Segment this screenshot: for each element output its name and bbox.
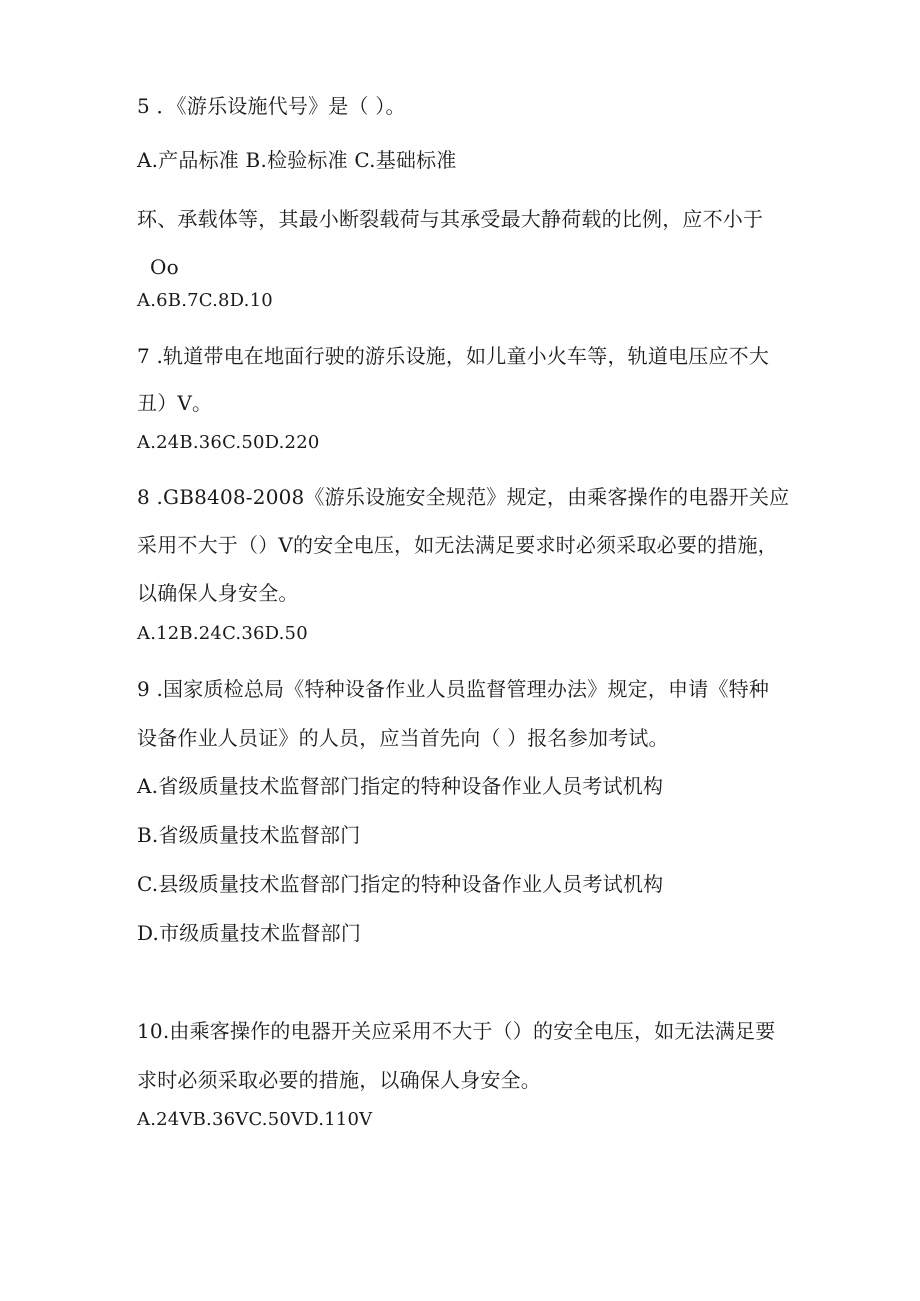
question-9-text-line-1: 9 .国家质检总局《特种设备作业人员监督管理办法》规定，申请《特种 xyxy=(137,677,770,701)
question-9-option-c: C.县级质量技术监督部门指定的特种设备作业人员考试机构 xyxy=(137,872,664,896)
question-7-options: A.24B.36C.50D.220 xyxy=(137,432,320,453)
question-9-text-line-2: 设备作业人员证》的人员，应当首先向（ ）报名参加考试。 xyxy=(137,726,669,750)
question-7-text-line-1: 7 .轨道带电在地面行驶的游乐设施，如儿童小火车等，轨道电压应不大 xyxy=(137,344,770,368)
question-10-text-line-1: 10.由乘客操作的电器开关应采用不大于（）的安全电压，如无法满足要 xyxy=(137,1019,776,1043)
question-6-text-line-1: 环、承载体等，其最小断裂载荷与其承受最大静荷载的比例，应不小于 xyxy=(137,207,764,231)
question-5-text: 5 ．《游乐设施代号》是（ ）。 xyxy=(137,94,406,118)
question-6-options: A.6B.7C.8D.10 xyxy=(137,290,273,311)
question-9-option-b: B.省级质量技术监督部门 xyxy=(137,823,361,847)
question-9-option-d: D.市级质量技术监督部门 xyxy=(137,921,362,945)
question-8-options: A.12B.24C.36D.50 xyxy=(137,623,308,644)
question-6-text-line-2: Oo xyxy=(150,255,179,279)
question-8-text-line-3: 以确保人身安全。 xyxy=(137,581,299,605)
question-10-options: A.24VB.36VC.50VD.110V xyxy=(137,1109,373,1130)
question-5-options: A.产品标准 B.检验标准 C.基础标准 xyxy=(137,148,457,172)
question-8-text-line-1: 8 .GB8408-2008《游乐设施安全规范》规定，由乘客操作的电器开关应 xyxy=(137,485,790,509)
question-10-text-line-2: 求时必须采取必要的措施，以确保人身安全。 xyxy=(137,1068,541,1092)
question-7-text-line-2: 丑）V。 xyxy=(137,391,213,415)
question-9-option-a: A.省级质量技术监督部门指定的特种设备作业人员考试机构 xyxy=(137,774,664,798)
question-8-text-line-2: 采用不大于（）V的安全电压，如无法满足要求时必须采取必要的措施， xyxy=(137,533,778,557)
